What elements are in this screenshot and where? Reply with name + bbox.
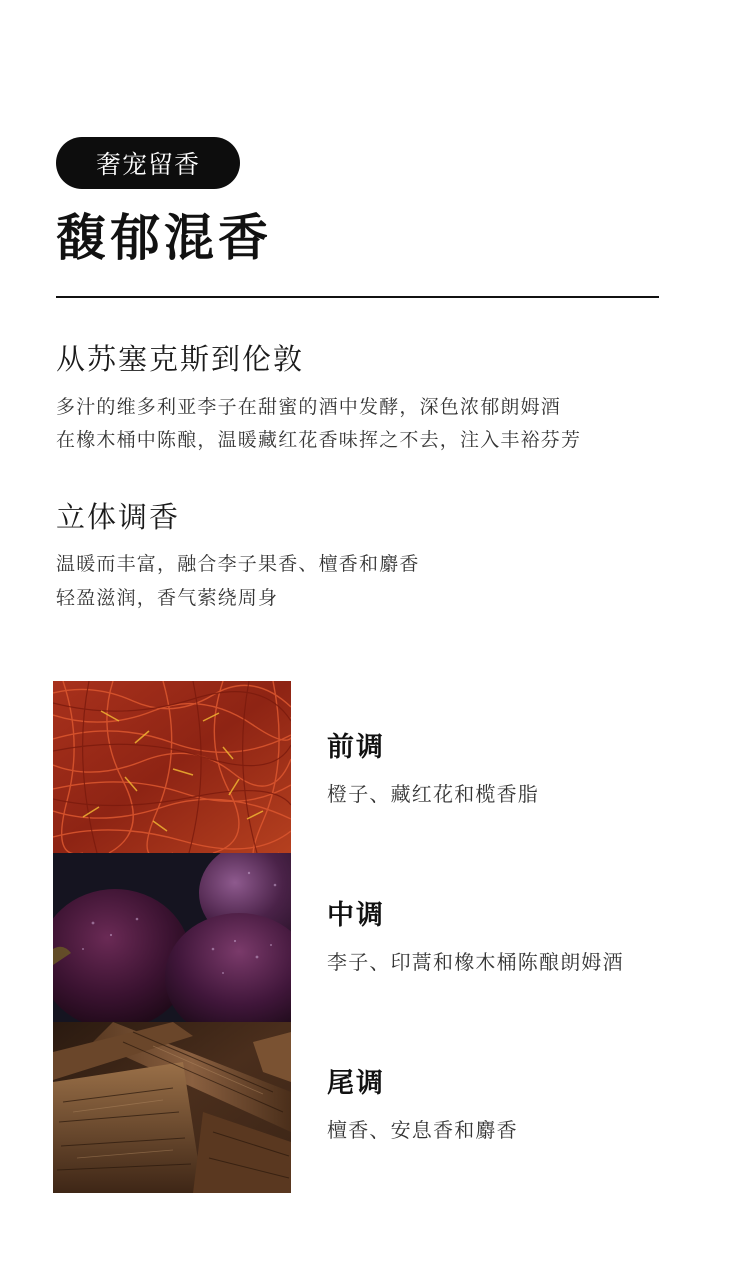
section-heading-layering: 立体调香: [56, 500, 181, 534]
category-badge: [56, 137, 240, 189]
section-layering-line-1: 温暖而丰富，融合李子果香、檀香和麝香: [56, 553, 420, 575]
section-origin-line-1: 多汁的维多利亚李子在甜蜜的酒中发酵，深色浓郁朗姆酒: [56, 396, 562, 418]
section-heading-origin: 从苏塞克斯到伦敦: [56, 342, 305, 376]
middle-note-description: 李子、印蒿和橡木桶陈酿朗姆酒: [327, 950, 624, 974]
saffron-threads-image: [53, 681, 291, 853]
middle-note-title: 中调: [327, 900, 385, 931]
page-title: 馥郁混香: [56, 208, 272, 267]
title-divider: [56, 296, 659, 298]
base-note-description: 檀香、安息香和麝香: [327, 1118, 518, 1142]
top-note-title: 前调: [327, 732, 385, 763]
section-layering-line-2: 轻盈滋润，香气萦绕周身: [56, 587, 279, 609]
top-note-description: 橙子、藏红花和榄香脂: [327, 782, 539, 806]
section-origin-line-2: 在橡木桶中陈酿，温暖藏红花香味挥之不去，注入丰裕芬芳: [56, 429, 582, 451]
base-note-title: 尾调: [327, 1068, 385, 1099]
sandalwood-pieces-image: [53, 1022, 291, 1193]
category-badge-label: 奢宠留香: [95, 150, 200, 179]
dark-plums-image: [53, 853, 291, 1022]
